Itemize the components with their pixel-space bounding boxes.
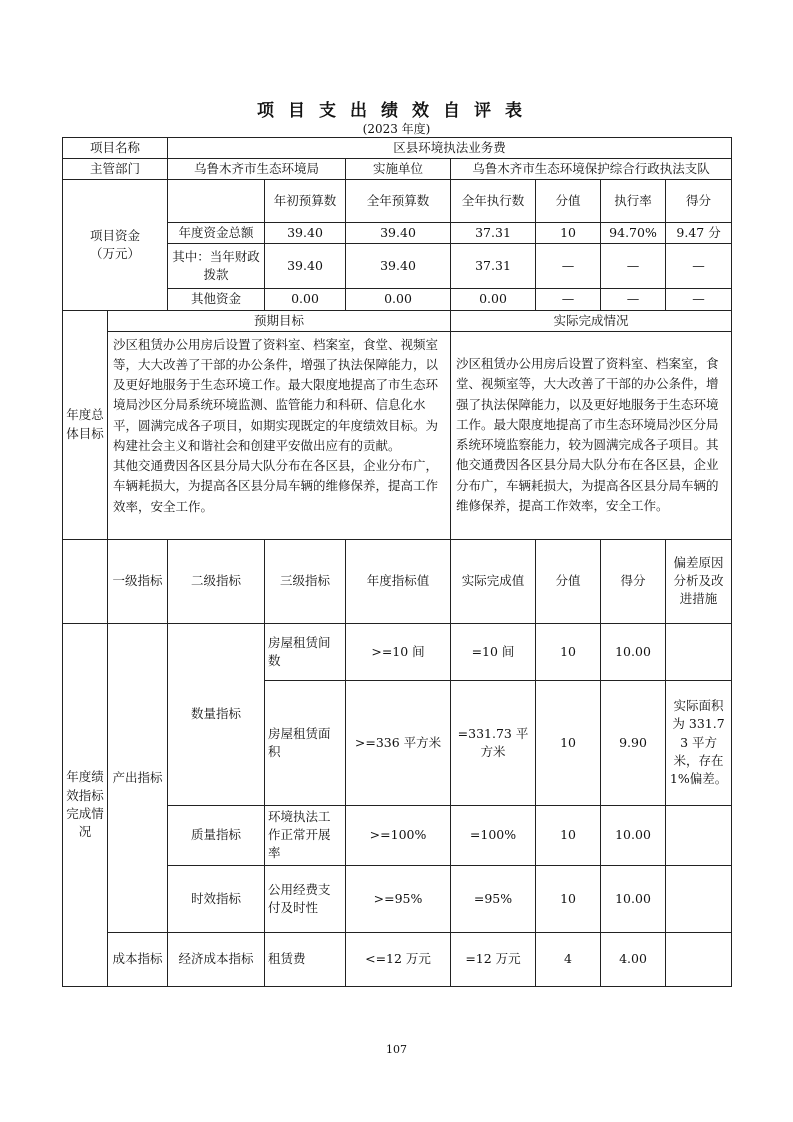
funds-cell: 39.40 [265, 244, 346, 289]
indicator-actual: =331.73 平方米 [451, 680, 536, 805]
funds-cell: 10 [536, 223, 601, 244]
funds-header: 执行率 [601, 180, 666, 223]
indicator-actual: =10 间 [451, 623, 536, 680]
funds-header: 年初预算数 [265, 180, 346, 223]
funds-cell: 0.00 [265, 289, 346, 310]
performance-section-label: 年度绩效指标完成情况 [63, 623, 108, 986]
funds-cell: — [666, 289, 732, 310]
indicator-header: 偏差原因分析及改进措施 [666, 539, 732, 623]
project-name-label: 项目名称 [63, 138, 168, 159]
page-number: 107 [386, 1043, 407, 1056]
expected-goals-text: 沙区租赁办公用房后设置了资料室、档案室，食堂、视频室等，大大改善了干部的办公条件，增强了执法保障能力，以及更好地服务于生态环境工作。最大限度地提高了市生态环境局沙区分局系统环境监测、监管能力和科研、信息化水平，圆满完成各子项目，如期实现既定的年度绩效目标。为构建社会主义和谐社会和创建平安做出应有的贡献。 其他交通费因各区县分局大队分布在各区县，企业分布广，车辆耗损大，为提高各区县分局车辆的维修保养，提高工作效率，安全工作。 [108, 331, 451, 539]
funds-row-name: 年度资金总额 [168, 223, 265, 244]
funds-cell: 39.40 [346, 223, 451, 244]
indicator-target: >=10 间 [346, 623, 451, 680]
page-title: 项目支出绩效自评表 [257, 101, 536, 121]
indicator-header: 三级指标 [265, 539, 346, 623]
indicator-target: <=12 万元 [346, 932, 451, 986]
actual-completion-text: 沙区租赁办公用房后设置了资料室、档案室，食堂、视频室等，大大改善了干部的办公条件，增强了执法保障能力，以及更好地服务于生态环境工作。最大限度地提高了市生态环境局沙区分局系统环境监察能力，较为圆满完成各子项目。其他交通费因各区县分局大队分布在各区县，企业分布广，车辆耗损大，为提高各区县分局车辆的维修保养，提高工作效率，安全工作。 [451, 331, 732, 539]
indicator-name: 房屋租赁间数 [265, 623, 346, 680]
indicator-name: 环境执法工作正常开展率 [265, 805, 346, 865]
indicator-header: 二级指标 [168, 539, 265, 623]
indicator-name: 房屋租赁面积 [265, 680, 346, 805]
funds-cell: 0.00 [451, 289, 536, 310]
project-name-value: 区县环境执法业务费 [168, 138, 732, 159]
indicator-target: >=100% [346, 805, 451, 865]
funds-cell: 9.47 分 [666, 223, 732, 244]
indicator-note: 实际面积为 331.73 平方米，存在 1%偏差。 [666, 680, 732, 805]
funds-cell: 37.31 [451, 223, 536, 244]
indicator-score-value: 10 [536, 623, 601, 680]
indicator-note [666, 805, 732, 865]
actual-completion-label: 实际完成情况 [451, 310, 732, 331]
funds-header-blank [168, 180, 265, 223]
impl-label: 实施单位 [346, 159, 451, 180]
indicator-header-blank [63, 539, 108, 623]
funds-cell: — [666, 244, 732, 289]
indicator-note [666, 932, 732, 986]
indicator-score: 4.00 [601, 932, 666, 986]
funds-row-name: 其中：当年财政拨款 [168, 244, 265, 289]
dept-value: 乌鲁木齐市生态环境局 [168, 159, 346, 180]
funds-header: 得分 [666, 180, 732, 223]
funds-header: 全年预算数 [346, 180, 451, 223]
cost-indicator-label: 成本指标 [108, 932, 168, 986]
expected-goals-label: 预期目标 [108, 310, 451, 331]
funds-cell: — [536, 289, 601, 310]
funds-cell: 94.70% [601, 223, 666, 244]
indicator-score: 10.00 [601, 865, 666, 932]
funds-label: 项目资金 （万元） [63, 180, 168, 310]
funds-cell: 39.40 [265, 223, 346, 244]
self-evaluation-table [62, 137, 732, 987]
funds-cell: 37.31 [451, 244, 536, 289]
indicator-score-value: 10 [536, 680, 601, 805]
indicator-target: >=95% [346, 865, 451, 932]
indicator-score: 10.00 [601, 623, 666, 680]
goals-label: 年度总体目标 [63, 310, 108, 539]
indicator-actual: =95% [451, 865, 536, 932]
dept-label: 主管部门 [63, 159, 168, 180]
indicator-score-value: 10 [536, 805, 601, 865]
indicator-name: 租赁费 [265, 932, 346, 986]
impl-value: 乌鲁木齐市生态环境保护综合行政执法支队 [451, 159, 732, 180]
indicator-header: 得分 [601, 539, 666, 623]
funds-cell: 39.40 [346, 244, 451, 289]
indicator-actual: =100% [451, 805, 536, 865]
indicator-name: 公用经费支付及时性 [265, 865, 346, 932]
indicator-header: 一级指标 [108, 539, 168, 623]
funds-header: 分值 [536, 180, 601, 223]
quantity-indicator-label: 数量指标 [168, 623, 265, 805]
funds-header: 全年执行数 [451, 180, 536, 223]
funds-cell: 0.00 [346, 289, 451, 310]
funds-cell: — [601, 244, 666, 289]
quality-indicator-label: 质量指标 [168, 805, 265, 865]
indicator-header: 分值 [536, 539, 601, 623]
funds-cell: — [536, 244, 601, 289]
indicator-score: 9.90 [601, 680, 666, 805]
indicator-note [666, 865, 732, 932]
output-indicator-label: 产出指标 [108, 623, 168, 932]
funds-row-name: 其他资金 [168, 289, 265, 310]
indicator-header: 年度指标值 [346, 539, 451, 623]
page-subtitle: (2023 年度) [362, 122, 431, 136]
indicator-target: >=336 平方米 [346, 680, 451, 805]
indicator-note [666, 623, 732, 680]
indicator-score-value: 4 [536, 932, 601, 986]
indicator-header: 实际完成值 [451, 539, 536, 623]
indicator-score-value: 10 [536, 865, 601, 932]
economic-cost-indicator-label: 经济成本指标 [168, 932, 265, 986]
indicator-score: 10.00 [601, 805, 666, 865]
indicator-actual: =12 万元 [451, 932, 536, 986]
funds-cell: — [601, 289, 666, 310]
time-indicator-label: 时效指标 [168, 865, 265, 932]
